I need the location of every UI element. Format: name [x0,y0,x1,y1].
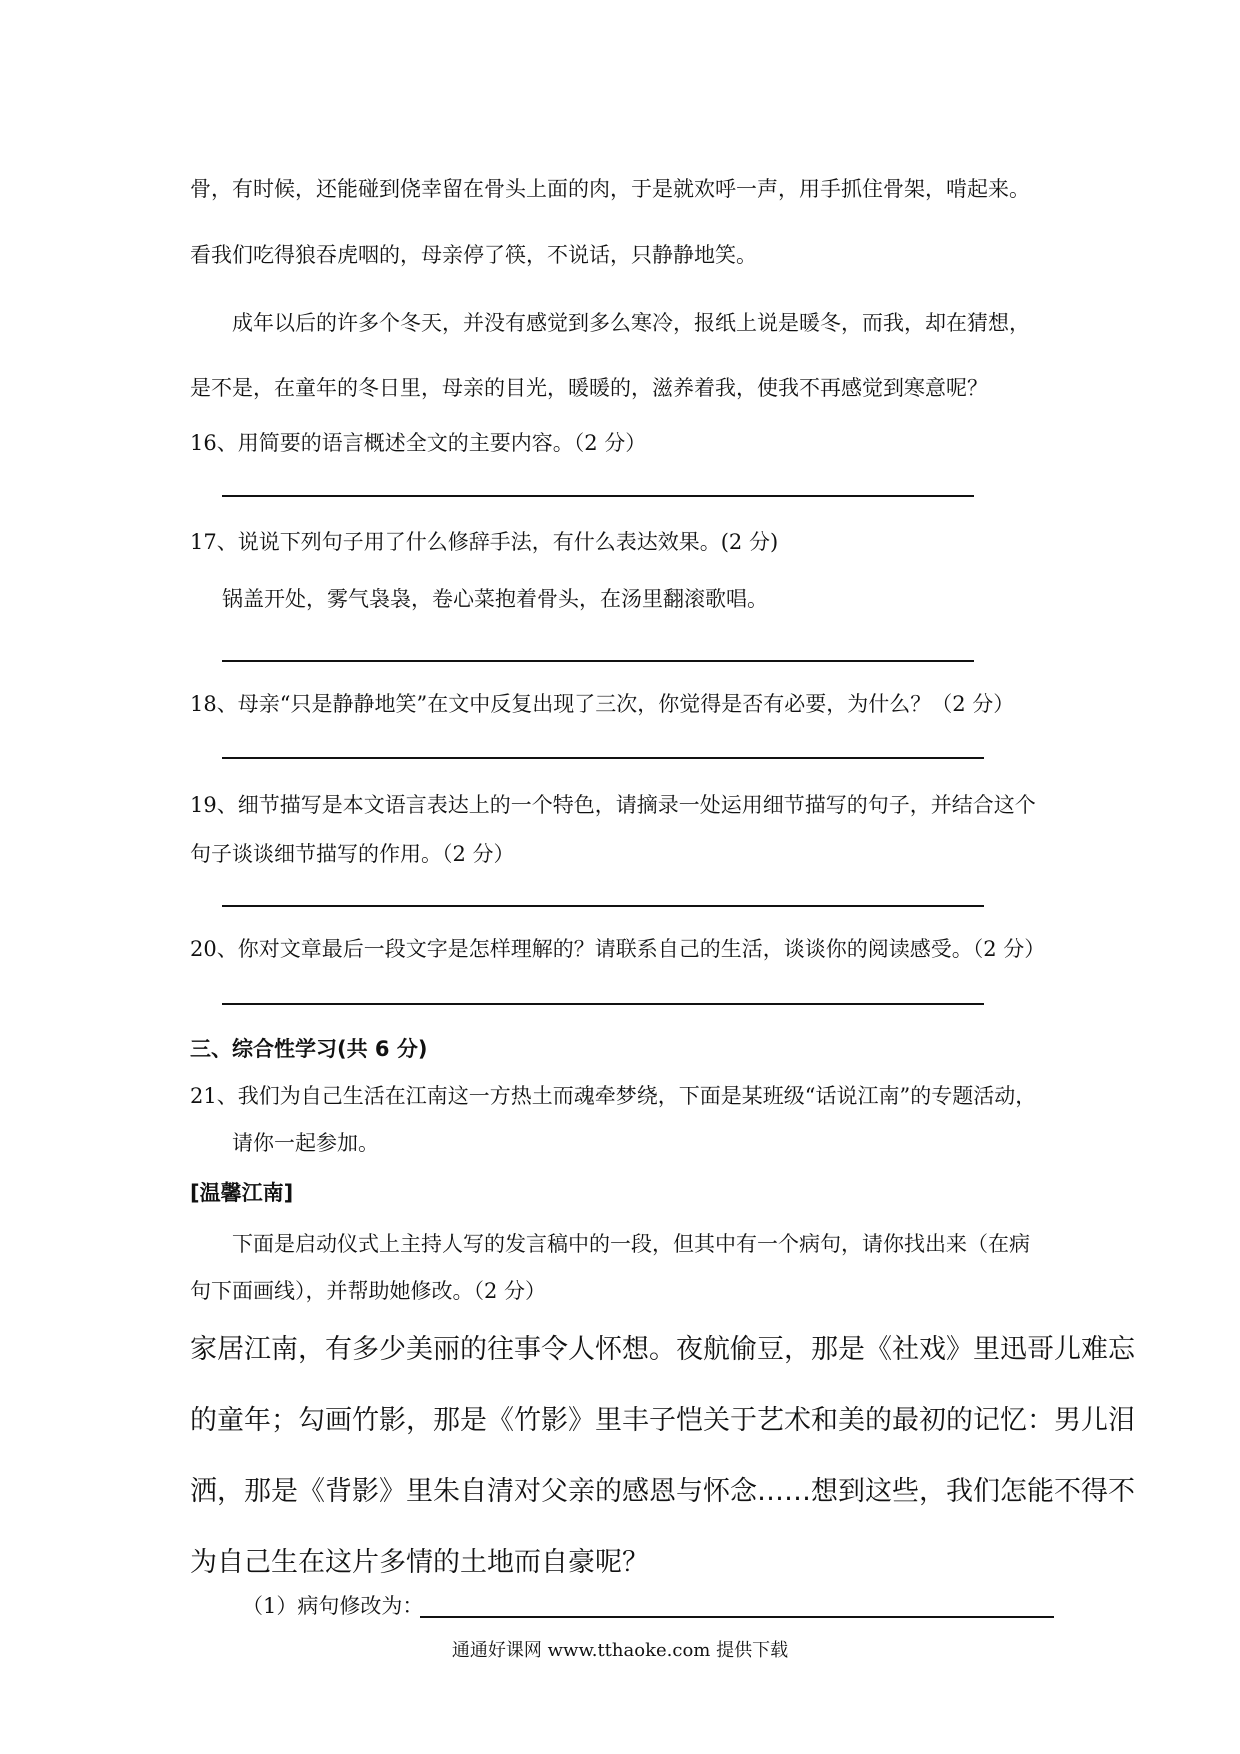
answer-line-17[interactable] [222,660,974,662]
sub-heading-wenxin-jiangnan: [温馨江南] [190,1181,294,1205]
instruction-line1: 下面是启动仪式上主持人写的发言稿中的一段，但其中有一个病句，请你找出来（在病 [232,1232,1030,1256]
question-17: 17、说说下列句子用了什么修辞手法，有什么表达效果。(2 分) [190,530,779,554]
question-16: 16、用简要的语言概述全文的主要内容。（2 分） [190,431,647,455]
question-21-line1: 21、我们为自己生活在江南这一方热土而魂牵梦绕，下面是某班级“话说江南”的专题活动， [190,1084,1037,1108]
question-18: 18、母亲“只是静静地笑”在文中反复出现了三次，你觉得是否有必要，为什么？（2 分） [190,692,1015,716]
question-19-line1: 19、细节描写是本文语言表达上的一个特色，请摘录一处运用细节描写的句子，并结合这个 [190,793,1036,817]
section-3-heading: 三、综合性学习(共 6 分) [190,1037,428,1061]
speech-line2: 的童年；勾画竹影，那是《竹影》里丰子恺关于艺术和美的最初的记忆：男儿泪 [190,1405,1135,1436]
answer-line-16[interactable] [222,495,974,497]
answer-line-21-1[interactable] [420,1616,1054,1618]
passage-p1-line2: 看我们吃得狼吞虎咽的，母亲停了筷，不说话，只静静地笑。 [190,243,757,267]
speech-line4: 为自己生在这片多情的土地而自豪呢？ [190,1547,649,1578]
speech-line3: 洒，那是《背影》里朱自清对父亲的感恩与怀念……想到这些，我们怎能不得不 [190,1476,1135,1507]
question-21-line2: 请你一起参加。 [232,1131,379,1155]
answer-line-19[interactable] [222,905,984,907]
speech-line1: 家居江南，有多少美丽的往事令人怀想。夜航偷豆，那是《社戏》里迅哥儿难忘 [190,1334,1135,1365]
question-19-line2: 句子谈谈细节描写的作用。（2 分） [190,842,515,866]
page-footer: 通通好课网 www.tthaoke.com 提供下载 [451,1640,789,1661]
question-17-quote: 锅盖开处，雾气袅袅，卷心菜抱着骨头，在汤里翻滚歌唱。 [222,587,768,611]
fix-label: （1）病句修改为： [242,1594,424,1618]
answer-line-20[interactable] [222,1003,984,1005]
passage-p2-line2: 是不是，在童年的冬日里，母亲的目光，暖暖的，滋养着我，使我不再感觉到寒意呢？ [190,376,988,400]
instruction-line2: 句下面画线），并帮助她修改。（2 分） [190,1279,547,1303]
passage-p2-line1: 成年以后的许多个冬天，并没有感觉到多么寒冷，报纸上说是暖冬，而我，却在猜想， [232,311,1030,335]
question-20: 20、你对文章最后一段文字是怎样理解的？请联系自己的生活，谈谈你的阅读感受。（2 分） [190,937,1046,961]
passage-p1-line1: 骨，有时候，还能碰到侥幸留在骨头上面的肉，于是就欢呼一声，用手抓住骨架，啃起来。 [190,177,1030,201]
answer-line-18[interactable] [222,757,984,759]
